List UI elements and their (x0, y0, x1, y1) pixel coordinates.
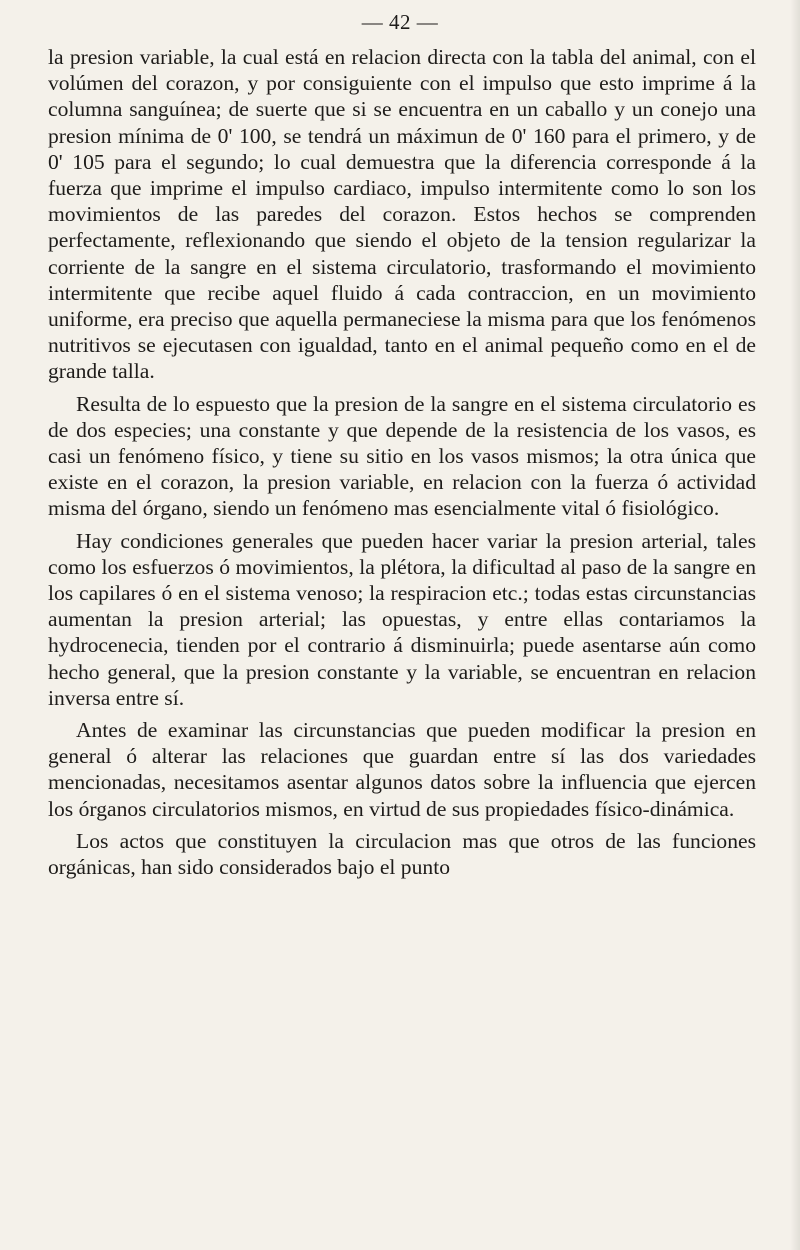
page-edge-shadow (790, 0, 800, 1250)
paragraph-2: Resulta de lo espuesto que la presion de la sangre en el sistema circulatorio es de dos especies; una constante y que depende de la resistencia de los vasos, es casi un fenómeno físico, y tiene su sitio en los vasos mismos; la otra única que existe en el corazon, la presion variable, en relacion con la fuerza ó actividad misma del órgano, siendo un fenómeno mas esencialmente vital ó fisiológico. (48, 391, 756, 521)
body-text (48, 44, 756, 886)
page-number: — 42 — (361, 10, 439, 34)
paragraph-1: la presion variable, la cual está en relacion directa con la tabla del animal, con el volúmen del corazon, y por consiguiente con el impulso que esto imprime á la columna sanguínea; de suerte que si se encuentra en un caballo y un conejo una presion mínima de 0' 100, se tendrá un máximun de 0' 160 para el primero, y de 0' 105 para el segundo; lo cual demuestra que la diferencia corresponde á la fuerza que imprime el impulso cardiaco, impulso intermitente como lo son los movimientos de las paredes del corazon. Estos hechos se comprenden perfectamente, reflexionando que siendo el objeto de la tension regularizar la corriente de la sangre en el sistema circulatorio, trasformando el movimiento intermitente que recibe aquel fluido á cada contraccion, en un movimiento uniforme, era preciso que aquella permaneciese la misma para que los fenómenos nutritivos se ejecutasen con igualdad, tanto en el animal pequeño como en el de grande talla. (48, 45, 756, 384)
paragraph-3: Hay condiciones generales que pueden hacer variar la presion arterial, tales como los esfuerzos ó movimientos, la plétora, la dificultad al paso de la sangre en los capilares ó en el sistema venoso; la respiracion etc.; todas estas circunstancias aumentan la presion arterial; las opuestas, y entre ellas contariamos la hydrocenecia, tienden por el contrario á disminuirla; puede asentarse aún como hecho general, que la presion constante y la variable, se encuentran en relacion inversa entre sí. (48, 528, 756, 710)
paragraph-4: Antes de examinar las circunstancias que pueden modificar la presion en general ó alterar las relaciones que guardan entre sí las dos variedades mencionadas, necesitamos asentar algunos datos sobre la influencia que ejercen los órganos circulatorios mismos, en virtud de sus propiedades físico-dinámica. (48, 718, 756, 821)
paragraph-5: Los actos que constituyen la circulacion mas que otros de las funciones orgánicas, han sido considerados bajo el punto (48, 828, 756, 880)
